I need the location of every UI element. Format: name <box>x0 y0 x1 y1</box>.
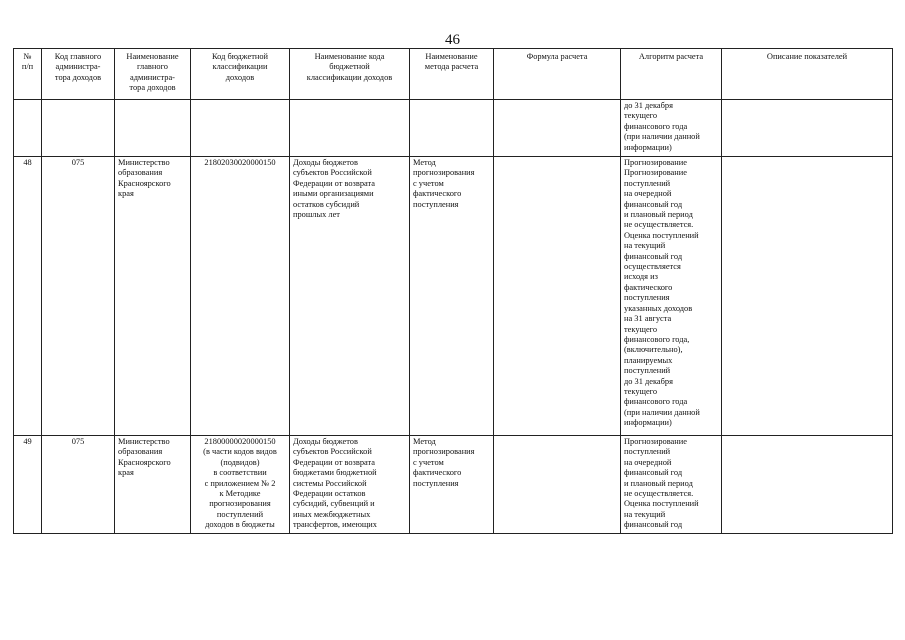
cell-empty <box>290 100 410 157</box>
cell-method: Метод прогнозирования с учетом фактического поступления <box>410 157 494 436</box>
header-number: № п/п <box>14 49 42 100</box>
header-method: Наименование метода расчета <box>410 49 494 100</box>
cell-algorithm: Прогнозирование поступлений на очередной финансовый год и плановый период не осуществляется. Оценка поступлений на текущий финансовый год <box>621 436 722 534</box>
cell-bk-name: Доходы бюджетов субъектов Российской Федерации от возврата бюджетами бюджетной системы Российской Федерации остатков субсидий, субвенций и иных межбюджетных трансфертов, имеющих <box>290 436 410 534</box>
header-formula: Формула расчета <box>494 49 621 100</box>
table-row <box>14 436 893 534</box>
cell-algorithm: Прогнозирование Прогнозирование поступлений на очередной финансовый год и плановый период не осуществляется. Оценка поступлений на текущий финансовый год осуществляется исходя из фактического поступления указанных доходов на 31 августа текущего финансового года, (включительно), планируемых поступлений до 31 декабря текущего финансового года (при наличии данной информации) <box>621 157 722 436</box>
header-admin-name: Наименование главного администра- тора доходов <box>115 49 191 100</box>
table-row <box>14 157 893 436</box>
cell-empty <box>722 100 893 157</box>
header-algorithm: Алгоритм расчета <box>621 49 722 100</box>
cell-number: 49 <box>14 436 42 534</box>
page-number: 46 <box>445 32 460 48</box>
cell-empty <box>115 100 191 157</box>
table-row-continuation <box>14 100 893 157</box>
cell-empty <box>191 100 290 157</box>
cell-empty <box>494 100 621 157</box>
cell-description <box>722 157 893 436</box>
cell-bk-code: 21800000020000150 (в части кодов видов (подвидов) в соответствии с приложением № 2 к Методике прогнозирования поступлений доходов в бюджеты <box>191 436 290 534</box>
cell-formula <box>494 157 621 436</box>
cell-method: Метод прогнозирования с учетом фактического поступления <box>410 436 494 534</box>
cell-empty <box>42 100 115 157</box>
cell-bk-code: 21802030020000150 <box>191 157 290 436</box>
cell-empty <box>14 100 42 157</box>
cell-admin-code: 075 <box>42 436 115 534</box>
cell-admin-code: 075 <box>42 157 115 436</box>
header-bk-code: Код бюджетной классификации доходов <box>191 49 290 100</box>
header-description: Описание показателей <box>722 49 893 100</box>
cell-formula <box>494 436 621 534</box>
cell-bk-name: Доходы бюджетов субъектов Российской Федерации от возврата иными организациями остатков субсидий прошлых лет <box>290 157 410 436</box>
cell-description <box>722 436 893 534</box>
header-bk-name: Наименование кода бюджетной классификации доходов <box>290 49 410 100</box>
header-admin-code: Код главного администра- тора доходов <box>42 49 115 100</box>
cell-admin-name: Министерство образования Красноярского края <box>115 157 191 436</box>
cell-admin-name: Министерство образования Красноярского края <box>115 436 191 534</box>
cell-number: 48 <box>14 157 42 436</box>
table-header-row <box>14 49 893 100</box>
budget-methods-table <box>13 48 893 534</box>
cell-empty <box>410 100 494 157</box>
cell-algorithm: до 31 декабря текущего финансового года (при наличии данной информации) <box>621 100 722 157</box>
